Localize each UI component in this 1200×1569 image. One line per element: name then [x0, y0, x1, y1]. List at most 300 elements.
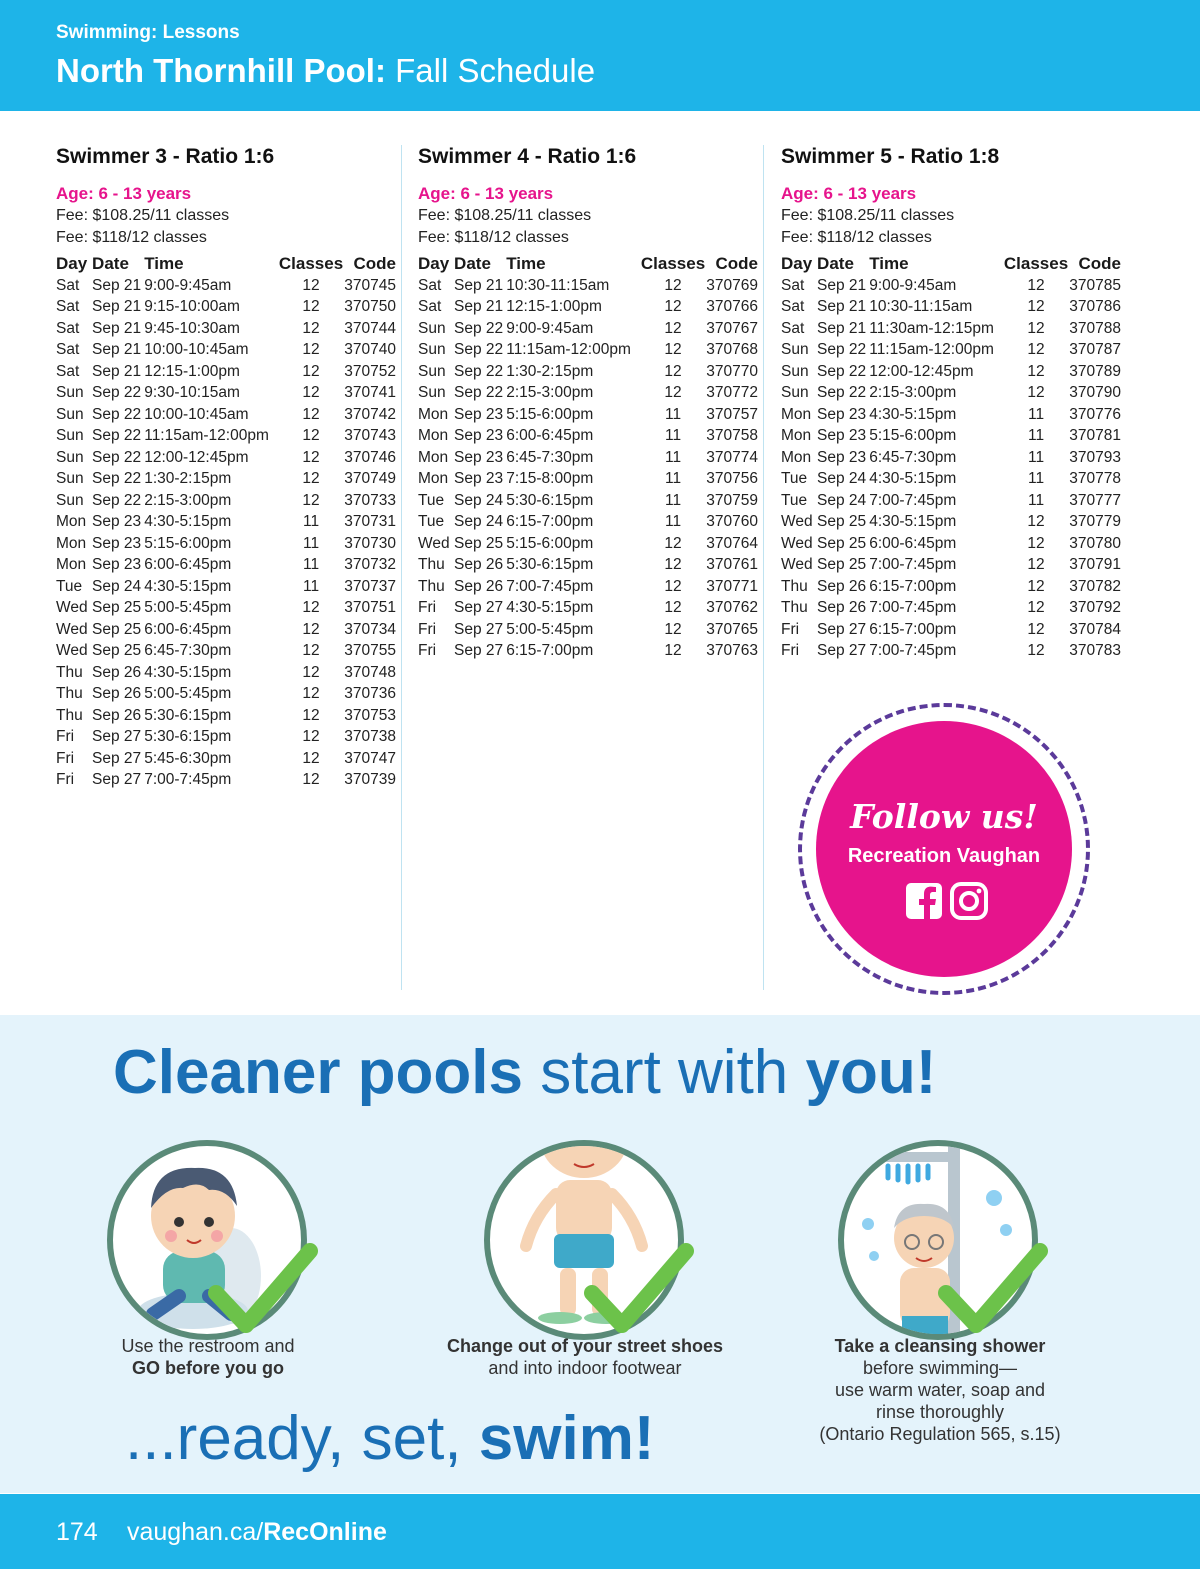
code-cell: 370758: [706, 427, 758, 445]
classes-cell: 12: [1027, 341, 1045, 359]
follow-us-title: Follow us!: [850, 797, 1038, 836]
classes-cell: 12: [664, 577, 682, 595]
date-cell: Sep 21: [817, 319, 867, 337]
code-cell: 370751: [344, 599, 396, 617]
heading-bold-you: you!: [805, 1038, 937, 1107]
classes-cell: 12: [664, 298, 682, 316]
code-cell: 370757: [706, 405, 758, 423]
heading-regular-part: start with: [523, 1038, 806, 1107]
code-cell: 370756: [706, 470, 758, 488]
url-path: RecOnline: [263, 1518, 387, 1546]
day-cell: Mon: [781, 448, 812, 466]
table-row: [56, 662, 396, 684]
table-row: [56, 748, 396, 770]
checkmark-icon: [208, 1243, 318, 1338]
classes-cell: 11: [664, 427, 682, 445]
code-cell: 370768: [706, 341, 758, 359]
time-cell: 11:15am-12:00pm: [144, 427, 269, 445]
classes-cell: 12: [1027, 276, 1045, 294]
classes-cell: 12: [1027, 642, 1045, 660]
table-row: [781, 619, 1121, 641]
instagram-icon[interactable]: [952, 884, 986, 918]
ready-bold: swim!: [478, 1404, 655, 1473]
day-cell: Sun: [781, 384, 809, 402]
day-cell: Sat: [418, 276, 442, 294]
date-cell: Sep 21: [92, 298, 142, 316]
date-cell: Sep 25: [817, 534, 867, 552]
classes-cell: 12: [1027, 620, 1045, 638]
time-cell: 5:00-5:45pm: [144, 599, 232, 617]
date-cell: Sep 22: [817, 341, 867, 359]
code-cell: 370752: [344, 362, 396, 380]
classes-cell: 12: [302, 427, 320, 445]
code-cell: 370748: [344, 663, 396, 681]
code-cell: 370784: [1069, 620, 1121, 638]
cleaner-pools-heading: [113, 1037, 936, 1108]
day-cell: Mon: [418, 448, 449, 466]
day-cell: Sun: [56, 470, 84, 488]
date-cell: Sep 26: [454, 577, 504, 595]
table-row: [56, 512, 396, 534]
day-cell: Mon: [781, 427, 812, 445]
table-row: [418, 426, 758, 448]
classes-cell: 12: [302, 706, 320, 724]
time-cell: 2:15-3:00pm: [506, 384, 594, 402]
date-cell: Sep 23: [92, 513, 142, 531]
date-cell: Sep 21: [454, 298, 504, 316]
code-cell: 370788: [1069, 319, 1121, 337]
classes-cell: 12: [302, 298, 320, 316]
time-cell: 10:00-10:45am: [144, 341, 249, 359]
time-cell: 9:30-10:15am: [144, 384, 240, 402]
day-cell: Sun: [56, 491, 84, 509]
code-cell: 370767: [706, 319, 758, 337]
day-cell: Sun: [56, 405, 84, 423]
classes-cell: 12: [1027, 556, 1045, 574]
table-row: [56, 490, 396, 512]
facebook-icon[interactable]: [906, 883, 942, 919]
column-header: Code: [1078, 253, 1121, 273]
classes-cell: 12: [664, 556, 682, 574]
code-cell: 370772: [706, 384, 758, 402]
column-header: Day: [781, 253, 813, 273]
day-cell: Wed: [781, 513, 813, 531]
day-cell: Tue: [56, 577, 83, 595]
time-cell: 6:45-7:30pm: [506, 448, 594, 466]
code-cell: 370779: [1069, 513, 1121, 531]
code-cell: 370744: [344, 319, 396, 337]
age-range: Age: 6 - 13 years: [56, 184, 192, 203]
date-cell: Sep 23: [92, 556, 142, 574]
date-cell: Sep 27: [817, 642, 867, 660]
time-cell: 6:45-7:30pm: [869, 448, 957, 466]
classes-cell: 11: [302, 534, 320, 552]
tip-shower-line: before swimming—: [862, 1358, 1018, 1378]
table-row: [781, 555, 1121, 577]
follow-us-subtitle: Recreation Vaughan: [847, 845, 1041, 867]
table-row: [781, 275, 1121, 297]
classes-cell: 12: [302, 749, 320, 767]
time-cell: 4:30-5:15pm: [144, 577, 232, 595]
column-header: Day: [56, 253, 88, 273]
table-row: [56, 705, 396, 727]
column-header: Classes: [640, 253, 706, 273]
table-row: [418, 533, 758, 555]
page-number: 174: [56, 1518, 98, 1546]
table-row: [781, 469, 1121, 491]
date-cell: Sep 26: [817, 599, 867, 617]
code-cell: 370782: [1069, 577, 1121, 595]
time-cell: 5:15-6:00pm: [506, 405, 594, 423]
classes-cell: 11: [664, 513, 682, 531]
table-row: [418, 598, 758, 620]
fee-line: Fee: $118/12 classes: [56, 229, 207, 246]
time-cell: 5:00-5:45pm: [506, 620, 594, 638]
table-row: [781, 340, 1121, 362]
classes-cell: 12: [302, 620, 320, 638]
table-row: [781, 318, 1121, 340]
date-cell: Sep 24: [454, 491, 504, 509]
code-cell: 370776: [1069, 405, 1121, 423]
time-cell: 9:00-9:45am: [506, 319, 594, 337]
code-cell: 370785: [1069, 276, 1121, 294]
time-cell: 9:00-9:45am: [869, 276, 957, 294]
time-cell: 11:15am-12:00pm: [506, 341, 631, 359]
tip-shower-line: use warm water, soap and: [834, 1380, 1046, 1400]
day-cell: Fri: [781, 620, 800, 638]
classes-cell: 12: [302, 448, 320, 466]
classes-cell: 12: [1027, 513, 1045, 531]
table-row: [781, 576, 1121, 598]
classes-cell: 12: [302, 642, 320, 660]
pool-name: North Thornhill Pool:: [56, 52, 386, 89]
code-cell: 370750: [344, 298, 396, 316]
classes-cell: 12: [302, 405, 320, 423]
time-cell: 6:15-7:00pm: [506, 642, 594, 660]
classes-cell: 12: [302, 470, 320, 488]
date-cell: Sep 26: [454, 556, 504, 574]
day-cell: Sun: [418, 341, 446, 359]
time-cell: 5:30-6:15pm: [144, 706, 232, 724]
time-cell: 12:00-12:45pm: [144, 448, 249, 466]
code-cell: 370743: [344, 427, 396, 445]
day-cell: Mon: [418, 427, 449, 445]
code-cell: 370734: [344, 620, 396, 638]
code-cell: 370780: [1069, 534, 1121, 552]
code-cell: 370740: [344, 341, 396, 359]
day-cell: Sun: [56, 427, 84, 445]
table-row: [418, 361, 758, 383]
day-cell: Sun: [781, 341, 809, 359]
table-row: [418, 469, 758, 491]
table-row: [56, 404, 396, 426]
day-cell: Thu: [56, 663, 83, 681]
date-cell: Sep 27: [92, 728, 142, 746]
date-cell: Sep 22: [92, 427, 142, 445]
table-row: [781, 598, 1121, 620]
table-row: [56, 318, 396, 340]
table-header-row: [418, 252, 758, 275]
table-row: [418, 297, 758, 319]
day-cell: Wed: [56, 620, 88, 638]
time-cell: 7:00-7:45pm: [144, 771, 232, 789]
table-row: [56, 469, 396, 491]
code-cell: 370764: [706, 534, 758, 552]
table-row: [56, 576, 396, 598]
column-header: Time: [506, 253, 546, 273]
code-cell: 370769: [706, 276, 758, 294]
date-cell: Sep 23: [454, 470, 504, 488]
time-cell: 5:15-6:00pm: [144, 534, 232, 552]
follow-us-badge: [798, 703, 1090, 995]
date-cell: Sep 27: [817, 620, 867, 638]
date-cell: Sep 24: [817, 491, 867, 509]
table-row: [56, 770, 396, 792]
day-cell: Sat: [56, 276, 80, 294]
time-cell: 4:30-5:15pm: [144, 513, 232, 531]
date-cell: Sep 27: [454, 642, 504, 660]
day-cell: Mon: [56, 534, 87, 552]
classes-cell: 12: [302, 362, 320, 380]
table-row: [56, 340, 396, 362]
classes-cell: 11: [664, 405, 682, 423]
day-cell: Sun: [56, 384, 84, 402]
time-cell: 6:00-6:45pm: [869, 534, 957, 552]
classes-cell: 12: [302, 341, 320, 359]
table-row: [56, 684, 396, 706]
time-cell: 5:00-5:45pm: [144, 685, 232, 703]
code-cell: 370755: [344, 642, 396, 660]
code-cell: 370732: [344, 556, 396, 574]
date-cell: Sep 22: [92, 470, 142, 488]
time-cell: 7:00-7:45pm: [869, 599, 957, 617]
time-cell: 5:30-6:15pm: [144, 728, 232, 746]
day-cell: Sun: [418, 384, 446, 402]
date-cell: Sep 22: [92, 405, 142, 423]
classes-cell: 11: [302, 556, 320, 574]
day-cell: Sat: [56, 341, 80, 359]
date-cell: Sep 25: [454, 534, 504, 552]
classes-cell: 12: [302, 599, 320, 617]
time-cell: 5:45-6:30pm: [144, 749, 232, 767]
column-header: Date: [92, 253, 129, 273]
date-cell: Sep 21: [92, 341, 142, 359]
time-cell: 2:15-3:00pm: [144, 491, 232, 509]
day-cell: Mon: [781, 405, 812, 423]
day-cell: Fri: [56, 771, 75, 789]
tip-shower-line: rinse thoroughly: [875, 1402, 1005, 1422]
time-cell: 4:30-5:15pm: [144, 663, 232, 681]
day-cell: Fri: [56, 749, 75, 767]
tip-restroom-caption: [78, 1335, 338, 1379]
classes-cell: 12: [1027, 577, 1045, 595]
table-row: [418, 275, 758, 297]
classes-cell: 12: [1027, 319, 1045, 337]
table-row: [418, 404, 758, 426]
table-row: [418, 555, 758, 577]
fee-line: Fee: $118/12 classes: [418, 229, 569, 246]
code-cell: 370763: [706, 642, 758, 660]
date-cell: Sep 24: [92, 577, 142, 595]
table-row: [418, 512, 758, 534]
date-cell: Sep 23: [454, 405, 504, 423]
tip-shower-caption: [790, 1335, 1090, 1445]
code-cell: 370749: [344, 470, 396, 488]
day-cell: Fri: [781, 642, 800, 660]
follow-us-circle: [816, 721, 1072, 977]
code-cell: 370774: [706, 448, 758, 466]
classes-cell: 12: [302, 319, 320, 337]
time-cell: 9:45-10:30am: [144, 319, 240, 337]
time-cell: 5:30-6:15pm: [506, 556, 594, 574]
page-footer: [0, 1494, 1200, 1569]
date-cell: Sep 21: [817, 276, 867, 294]
time-cell: 7:00-7:45pm: [869, 642, 957, 660]
classes-cell: 12: [302, 771, 320, 789]
table-row: [418, 641, 758, 663]
table-row: [56, 383, 396, 405]
code-cell: 370742: [344, 405, 396, 423]
classes-cell: 12: [664, 642, 682, 660]
day-cell: Thu: [56, 706, 83, 724]
classes-cell: 12: [664, 362, 682, 380]
code-cell: 370778: [1069, 470, 1121, 488]
time-cell: 7:00-7:45pm: [869, 491, 957, 509]
day-cell: Wed: [56, 642, 88, 660]
url-domain: vaughan.ca/: [127, 1518, 264, 1546]
reconline-link[interactable]: [127, 1518, 387, 1547]
table-row: [56, 275, 396, 297]
code-cell: 370791: [1069, 556, 1121, 574]
date-cell: Sep 22: [454, 362, 504, 380]
time-cell: 5:15-6:00pm: [506, 534, 594, 552]
date-cell: Sep 22: [454, 319, 504, 337]
classes-cell: 11: [1027, 405, 1045, 423]
day-cell: Mon: [418, 470, 449, 488]
classes-cell: 12: [302, 491, 320, 509]
program-swimmer-4: [418, 145, 758, 662]
table-row: [781, 426, 1121, 448]
tip-restroom-bold: GO before you go: [131, 1358, 284, 1378]
classes-cell: 12: [302, 384, 320, 402]
date-cell: Sep 21: [817, 298, 867, 316]
time-cell: 6:15-7:00pm: [869, 620, 957, 638]
classes-cell: 11: [302, 513, 320, 531]
tip-shower-regulation: (Ontario Regulation 565, s.15): [819, 1424, 1061, 1444]
code-cell: 370786: [1069, 298, 1121, 316]
day-cell: Thu: [418, 556, 445, 574]
code-cell: 370783: [1069, 642, 1121, 660]
classes-cell: 12: [664, 341, 682, 359]
code-cell: 370753: [344, 706, 396, 724]
classes-cell: 12: [664, 534, 682, 552]
table-row: [781, 383, 1121, 405]
classes-cell: 12: [664, 620, 682, 638]
day-cell: Sun: [56, 448, 84, 466]
time-cell: 7:00-7:45pm: [869, 556, 957, 574]
classes-cell: 12: [302, 276, 320, 294]
column-header: Classes: [278, 253, 344, 273]
table-header-row: [56, 252, 396, 275]
classes-cell: 12: [302, 663, 320, 681]
checkmark-icon: [584, 1243, 694, 1338]
code-cell: 370777: [1069, 491, 1121, 509]
classes-cell: 12: [302, 685, 320, 703]
table-row: [781, 533, 1121, 555]
code-cell: 370790: [1069, 384, 1121, 402]
date-cell: Sep 25: [92, 620, 142, 638]
time-cell: 9:15-10:00am: [144, 298, 240, 316]
table-row: [56, 297, 396, 319]
classes-cell: 11: [302, 577, 320, 595]
table-row: [56, 447, 396, 469]
table-row: [781, 404, 1121, 426]
table-row: [418, 576, 758, 598]
time-cell: 4:30-5:15pm: [869, 513, 957, 531]
table-row: [56, 555, 396, 577]
day-cell: Wed: [781, 556, 813, 574]
date-cell: Sep 27: [92, 749, 142, 767]
date-cell: Sep 25: [817, 556, 867, 574]
schedule-name: Fall Schedule: [395, 52, 596, 89]
date-cell: Sep 23: [817, 405, 867, 423]
code-cell: 370736: [344, 685, 396, 703]
column-header: Day: [418, 253, 450, 273]
date-cell: Sep 27: [92, 771, 142, 789]
checkmark-icon: [938, 1243, 1048, 1338]
time-cell: 1:30-2:15pm: [506, 362, 594, 380]
date-cell: Sep 24: [817, 470, 867, 488]
table-row: [781, 447, 1121, 469]
code-cell: 370746: [344, 448, 396, 466]
classes-cell: 12: [1027, 599, 1045, 617]
time-cell: 6:00-6:45pm: [144, 556, 232, 574]
time-cell: 9:00-9:45am: [144, 276, 232, 294]
fee-line: Fee: $108.25/11 classes: [418, 207, 592, 224]
classes-cell: 11: [664, 448, 682, 466]
day-cell: Sat: [56, 362, 80, 380]
time-cell: 7:15-8:00pm: [506, 470, 594, 488]
classes-cell: 12: [664, 319, 682, 337]
code-cell: 370765: [706, 620, 758, 638]
time-cell: 6:45-7:30pm: [144, 642, 232, 660]
code-cell: 370770: [706, 362, 758, 380]
table-row: [781, 297, 1121, 319]
day-cell: Fri: [56, 728, 75, 746]
tip-shower-bold: Take a cleansing shower: [834, 1336, 1046, 1356]
table-row: [418, 490, 758, 512]
time-cell: 12:15-1:00pm: [506, 298, 602, 316]
date-cell: Sep 25: [92, 599, 142, 617]
day-cell: Sat: [781, 319, 805, 337]
day-cell: Tue: [781, 470, 808, 488]
classes-cell: 12: [302, 728, 320, 746]
code-cell: 370787: [1069, 341, 1121, 359]
schedule-table: [418, 252, 758, 662]
time-cell: 7:00-7:45pm: [506, 577, 594, 595]
date-cell: Sep 22: [92, 384, 142, 402]
time-cell: 10:30-11:15am: [506, 276, 610, 294]
date-cell: Sep 27: [454, 599, 504, 617]
time-cell: 4:30-5:15pm: [869, 470, 957, 488]
code-cell: 370759: [706, 491, 758, 509]
day-cell: Fri: [418, 642, 437, 660]
time-cell: 6:00-6:45pm: [506, 427, 594, 445]
time-cell: 12:00-12:45pm: [869, 362, 974, 380]
fee-line: Fee: $108.25/11 classes: [56, 207, 230, 224]
date-cell: Sep 22: [817, 362, 867, 380]
day-cell: Sat: [56, 319, 80, 337]
